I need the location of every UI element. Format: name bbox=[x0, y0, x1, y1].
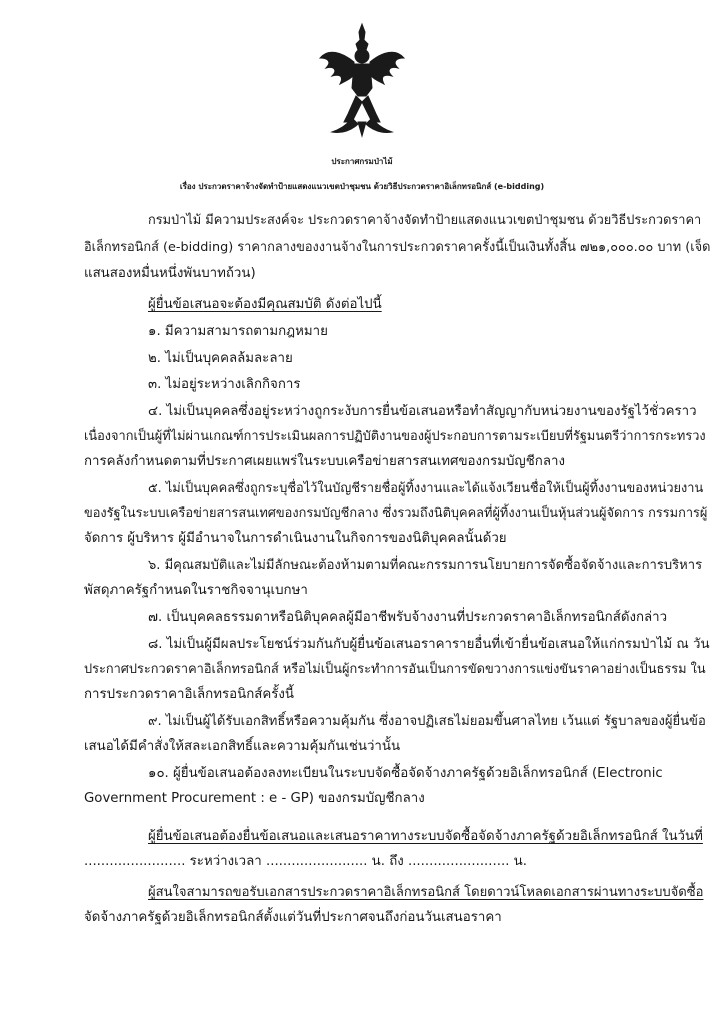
qualification-item-continued: Government Procurement : e - GP) ของกรมบัญชีกลาง bbox=[84, 791, 425, 806]
agency-title: ประกาศกรมป่าไม้ bbox=[331, 157, 393, 166]
download-paragraph: ผู้สนใจสามารถขอรับเอกสารประกวดราคาอิเล็กทรอนิกส์ โดยดาวน์โหลดเอกสารผ่านทางระบบจัดซื้อ bbox=[148, 885, 704, 900]
qualification-item-continued: จัดการ ผู้บริหาร ผู้มีอำนาจในการดำเนินงานในกิจการของนิติบุคคลนั้นด้วย bbox=[84, 531, 507, 546]
qualification-item-continued: เนื่องจากเป็นผู้ที่ไม่ผ่านเกณฑ์การประเมินผลการปฏิบัติงานของผู้ประกอบการตามระเบียบที่รัฐมนตรีว่าการกระทรวง bbox=[84, 429, 706, 444]
qualification-item-continued: พัสดุภาครัฐกำหนดในราชกิจจานุเบกษา bbox=[84, 583, 308, 598]
qualification-item-continued: การคลังกำหนดตามที่ประกาศเผยแพร่ในระบบเครือข่ายสารสนเทศของกรมบัญชีกลาง bbox=[84, 454, 565, 469]
qualification-item-continued: การประกวดราคาอิเล็กทรอนิกส์ครั้งนี้ bbox=[84, 687, 295, 702]
intro-line: อิเล็กทรอนิกส์ (e-bidding) ราคากลางของงานจ้างในการประกวดราคาครั้งนี้เป็นเงินทั้งสิ้น ๗๒๑,๐๐๐.๐๐ บาท (เจ็ด bbox=[84, 240, 711, 255]
garuda-emblem-icon bbox=[318, 22, 406, 138]
qualification-item-continued: เสนอได้มีคำสั่งให้สละเอกสิทธิ์และความคุ้มกันเช่นว่านั้น bbox=[84, 739, 401, 754]
qualifications-title: ผู้ยื่นข้อเสนอจะต้องมีคุณสมบัติ ดังต่อไปนี้ bbox=[148, 297, 382, 312]
qualification-item-continued: ของรัฐในระบบเครือข่ายสารสนเทศของกรมบัญชีกลาง ซึ่งรวมถึงนิติบุคคลที่ผู้ทิ้งงานเป็นหุ้นส่วนผู้จัดการ กรรมการผู้ bbox=[84, 506, 708, 521]
qualification-item: ๖. มีคุณสมบัติและไม่มีลักษณะต้องห้ามตามที่คณะกรรมการนโยบายการจัดซื้อจัดจ้างและการบริหาร bbox=[148, 558, 703, 573]
intro-line: แสนสองหมื่นหนึ่งพันบาทถ้วน) bbox=[84, 266, 256, 281]
qualification-item: ๘. ไม่เป็นผู้มีผลประโยชน์ร่วมกันกับผู้ยื่นข้อเสนอราคารายอื่นที่เข้ายื่นข้อเสนอให้แก่กรมป่าไม้ ณ วัน bbox=[148, 637, 710, 652]
qualification-item: ๑. มีความสามารถตามกฎหมาย bbox=[148, 324, 328, 339]
qualification-item: ๓. ไม่อยู่ระหว่างเลิกกิจการ bbox=[148, 377, 301, 392]
submission-paragraph: ผู้ยื่นข้อเสนอต้องยื่นข้อเสนอและเสนอราคาทางระบบจัดซื้อจัดจ้างภาครัฐด้วยอิเล็กทรอนิกส์ ในวันที่ bbox=[148, 829, 703, 844]
qualification-item-continued: ประกาศประกวดราคาอิเล็กทรอนิกส์ หรือไม่เป็นผู้กระทำการอันเป็นการขัดขวางการแข่งขันราคาอย่างเป็นธรรม ใน bbox=[84, 662, 706, 677]
qualification-item: ๒. ไม่เป็นบุคคลล้มละลาย bbox=[148, 351, 293, 366]
announcement-subject: เรื่อง ประกวดราคาจ้างจัดทำป้ายแสดงแนวเขตป่าชุมชน ด้วยวิธีประกวดราคาอิเล็กทรอนิกส์ (e-bidding) bbox=[179, 182, 545, 191]
qualification-item: ๕. ไม่เป็นบุคคลซึ่งถูกระบุชื่อไว้ในบัญชีรายชื่อผู้ทิ้งงานและได้แจ้งเวียนชื่อให้เป็นผู้ทิ้งงานของหน่วยงาน bbox=[148, 481, 704, 496]
intro-line: กรมป่าไม้ มีความประสงค์จะ ประกวดราคาจ้างจัดทำป้ายแสดงแนวเขตป่าชุมชน ด้วยวิธีประกวดราคา bbox=[148, 213, 702, 228]
qualification-item: ๗. เป็นบุคคลธรรมดาหรือนิติบุคคลผู้มีอาชีพรับจ้างงานที่ประกวดราคาอิเล็กทรอนิกส์ดังกล่าว bbox=[148, 610, 668, 625]
submission-schedule: ........................ ระหว่างเวลา ........................ น. ถึง ........................ น. bbox=[84, 854, 527, 869]
qualification-item: ๑๐. ผู้ยื่นข้อเสนอต้องลงทะเบียนในระบบจัดซื้อจัดจ้างภาครัฐด้วยอิเล็กทรอนิกส์ (Electronic bbox=[148, 766, 663, 781]
qualification-item: ๙. ไม่เป็นผู้ได้รับเอกสิทธิ์หรือความคุ้มกัน ซึ่งอาจปฏิเสธไม่ยอมขึ้นศาลไทย เว้นแต่ รัฐบาลของผู้ยื่นข้อ bbox=[148, 714, 706, 729]
qualification-item: ๔. ไม่เป็นบุคคลซึ่งอยู่ระหว่างถูกระงับการยื่นข้อเสนอหรือทำสัญญากับหน่วยงานของรัฐไว้ชั่วคราว bbox=[148, 404, 697, 419]
download-paragraph-continued: จัดจ้างภาครัฐด้วยอิเล็กทรอนิกส์ตั้งแต่วันที่ประกาศจนถึงก่อนวันเสนอราคา bbox=[84, 910, 502, 925]
